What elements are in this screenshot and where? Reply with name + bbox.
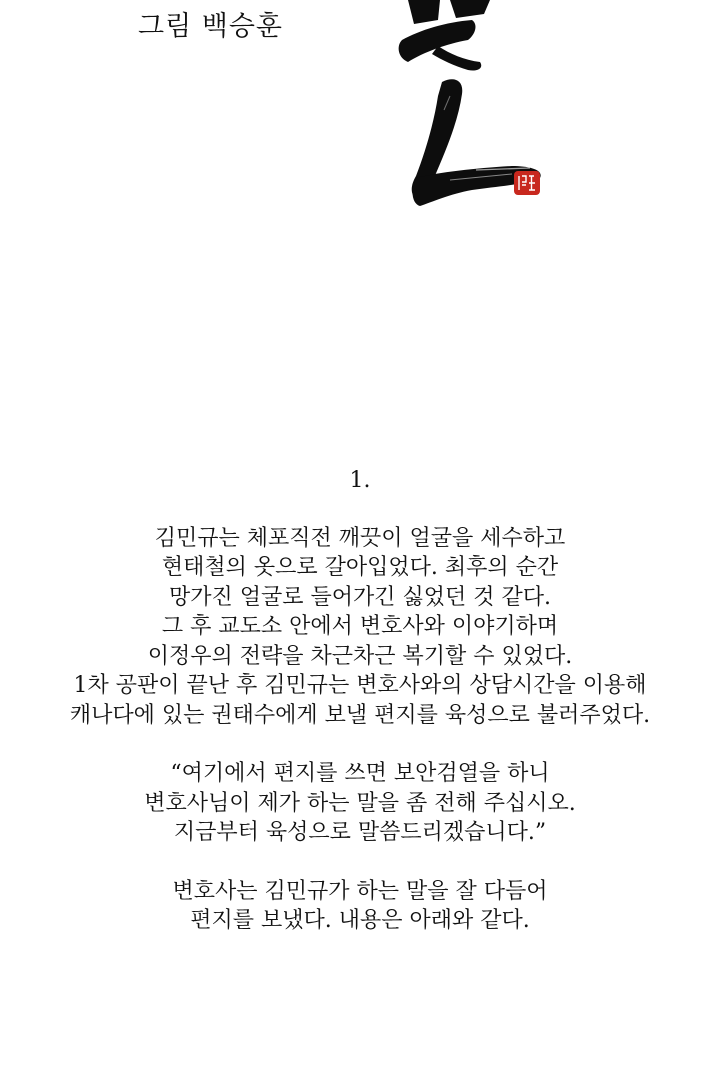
narration-line: 캐나다에 있는 권태수에게 보낼 편지를 육성으로 불러주었다. [69,702,651,728]
narration-line: 현태철의 옷으로 갈아입었다. 최후의 순간 [161,555,559,580]
quote-line: 지금부터 육성으로 말씀드리겠습니다.” [173,820,547,845]
narration-line: 그 후 교도소 안에서 변호사와 이야기하며 [161,614,559,639]
art-credit: 그림 백승훈 [138,11,283,42]
narration-line: 1차 공판이 끝난 후 김민규는 변호사와의 상담시간을 이용해 [73,673,647,698]
red-seal-stamp [513,170,541,196]
story-text-block [0,466,720,936]
narration-line: 이정우의 전략을 차근차근 복기할 수 있었다. [147,643,573,669]
quote-line: 변호사님이 제가 하는 말을 좀 전해 주십시오. [144,790,576,816]
calligraphy-title-logo [380,0,580,215]
cropped-author-credit [190,0,310,2]
narration-line: 망가진 얼굴로 들어가긴 싫었던 것 같다. [169,584,551,610]
narration-line: 김민규는 체포직전 깨끗이 얼굴을 세수하고 [154,525,566,551]
narration-line: 편지를 보냈다. 내용은 아래와 같다. [190,908,530,933]
narration-line: 변호사는 김민규가 하는 말을 잘 다듬어 [172,878,548,904]
quote-line: “여기에서 편지를 쓰면 보안검열을 하니 [170,761,550,786]
chapter-number: 1. [349,468,371,493]
